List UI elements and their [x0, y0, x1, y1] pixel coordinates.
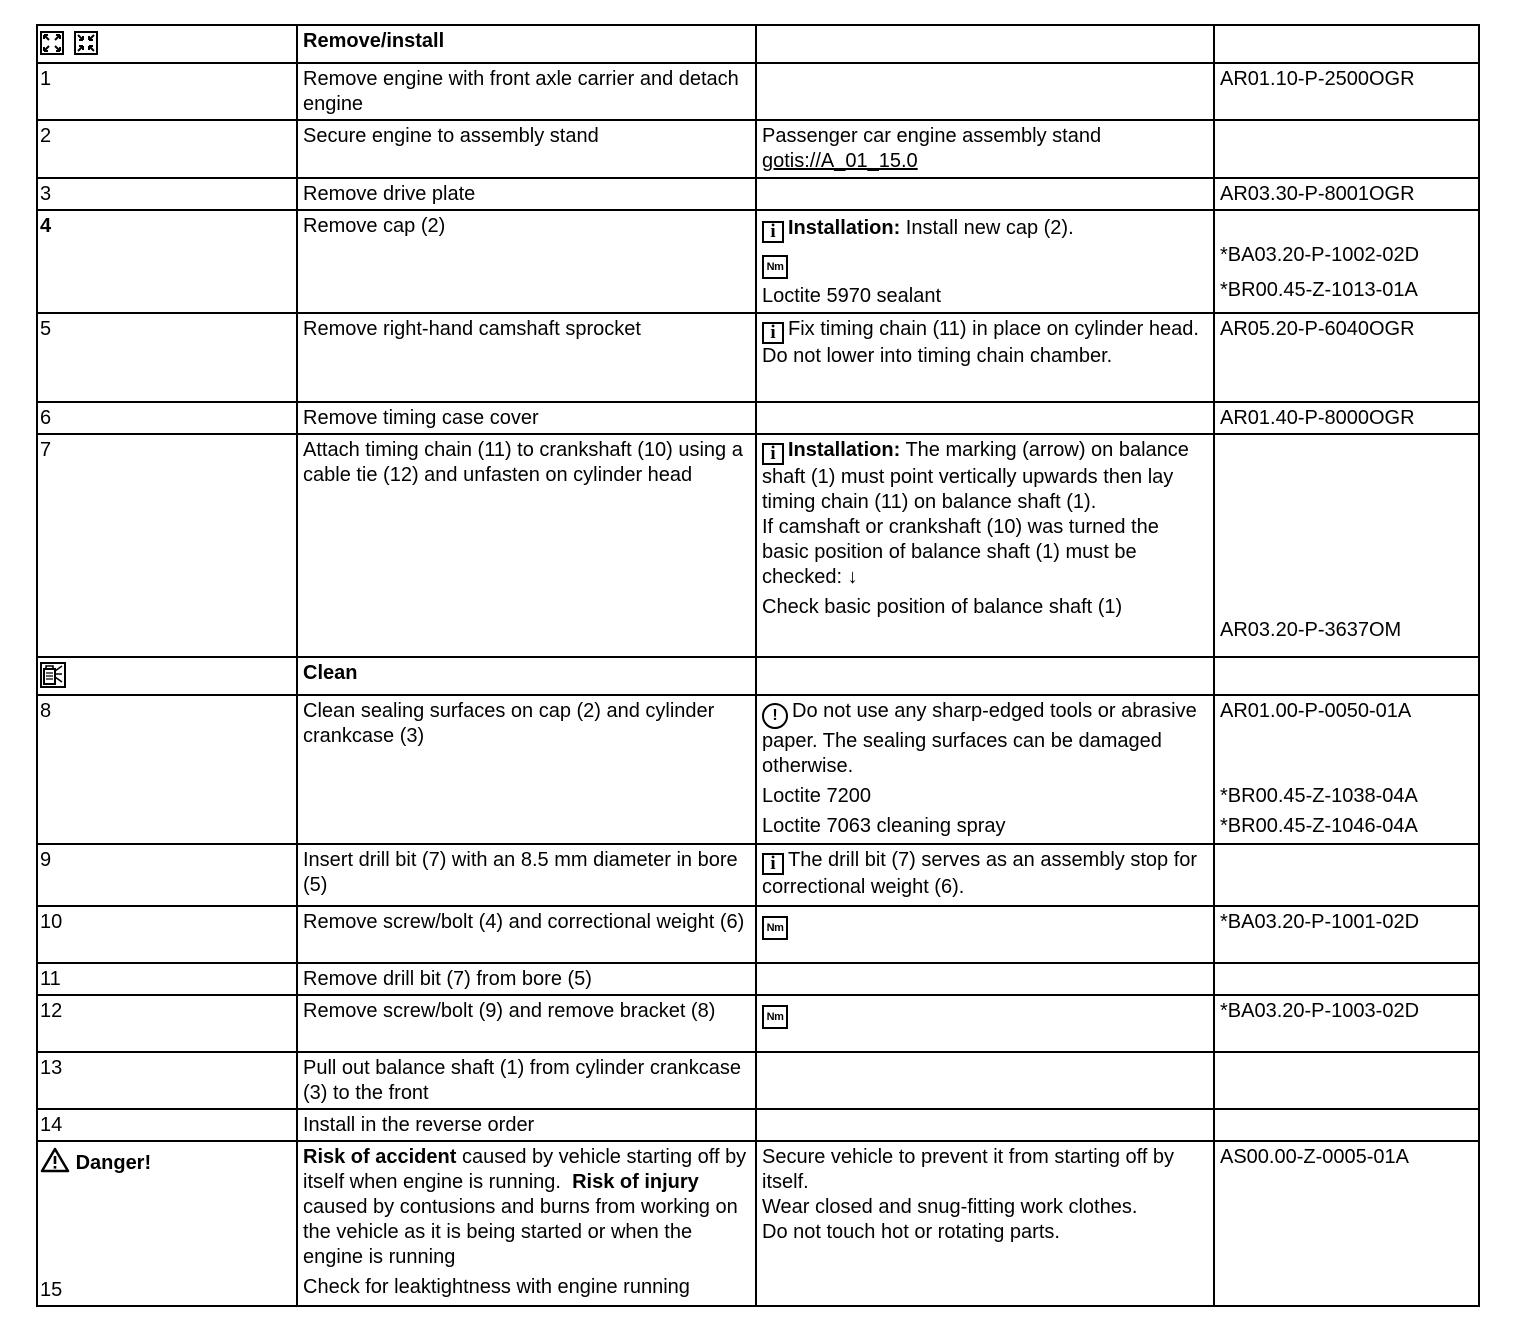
gotis-link[interactable]: gotis://A_01_15.0 [762, 150, 918, 172]
danger-label: Danger! [75, 1152, 152, 1174]
step-reference: AR01.10-P-2500OGR [1214, 63, 1479, 120]
material-reference: *BR00.45-Z-1038-04A [1220, 785, 1418, 807]
step-reference: AR05.20-P-6040OGR [1214, 313, 1479, 402]
step-action: Attach timing chain (11) to crankshaft (10) using a cable tie (12) and unfasten on cylinder head [297, 434, 756, 657]
table-row [37, 120, 1479, 178]
step-note [756, 120, 1214, 178]
table-row [37, 313, 1479, 402]
step-number: 15 [40, 1279, 63, 1301]
check-reference: AR03.20-P-3637OM [1220, 619, 1402, 641]
warning-triangle-icon [40, 1147, 70, 1173]
step-number: 9 [37, 844, 297, 906]
step-action: Check for leaktightness with engine running [303, 1276, 690, 1298]
remove-icon [40, 31, 64, 55]
table-row [37, 963, 1479, 995]
step-number: 6 [37, 402, 297, 434]
table-row [37, 210, 1479, 313]
step-action: Remove screw/bolt (4) and correctional weight (6) [297, 906, 756, 963]
step-action: Remove right-hand camshaft sprocket [297, 313, 756, 402]
step-action: Pull out balance shaft (1) from cylinder crankcase (3) to the front [297, 1052, 756, 1109]
installation-label: Installation: [788, 217, 901, 239]
info-icon: i [762, 221, 784, 243]
table-row [37, 695, 1479, 844]
step-reference: AR01.40-P-8000OGR [1214, 402, 1479, 434]
step-number: 11 [37, 963, 297, 995]
risk-title: Risk of accident [303, 1146, 457, 1168]
step-action: Secure engine to assembly stand [297, 120, 756, 178]
step-number: 8 [37, 695, 297, 844]
table-row [37, 1141, 1479, 1306]
note-text: Passenger car engine assembly stand [762, 125, 1102, 147]
risk-text: caused by vehicle starting off by itself when engine is running. [303, 1146, 747, 1193]
risk-title: Risk of injury [572, 1171, 699, 1193]
step-action: Clean sealing surfaces on cap (2) and cylinder crankcase (3) [297, 695, 756, 844]
measure-text: Wear closed and snug-fitting work clothes. [762, 1196, 1138, 1218]
step-reference: *BA03.20-P-1001-02D [1214, 906, 1479, 963]
step-action: Remove screw/bolt (9) and remove bracket (8) [297, 995, 756, 1052]
material-text: Loctite 7200 [762, 785, 871, 807]
note-text: Install new cap (2). [905, 217, 1074, 239]
step-reference [1214, 434, 1479, 657]
step-reference [1214, 695, 1479, 844]
risk-text: caused by contusions and burns from working on the vehicle as it is being started or when the engine is running [303, 1196, 738, 1268]
note-text: Fix timing chain (11) in place on cylinder head. Do not lower into timing chain chamber. [762, 318, 1199, 367]
step-number: 5 [37, 313, 297, 402]
table-row [37, 906, 1479, 963]
step-note [756, 434, 1214, 657]
installation-label: Installation: [788, 439, 901, 461]
step-action: Insert drill bit (7) with an 8.5 mm diameter in bore (5) [297, 844, 756, 906]
info-icon: i [762, 853, 784, 875]
step-action: Remove timing case cover [297, 402, 756, 434]
step-note [756, 313, 1214, 402]
step-note [756, 844, 1214, 906]
step-number: 13 [37, 1052, 297, 1109]
table-row [37, 844, 1479, 906]
sealant-text: Loctite 5970 sealant [762, 285, 942, 307]
note-text: If camshaft or crankshaft (10) was turned the basic position of balance shaft (1) must be checked: [762, 516, 1159, 588]
clean-icon [40, 662, 66, 688]
danger-text [297, 1141, 756, 1306]
header-icons-cell [37, 25, 297, 63]
table-row [37, 657, 1479, 695]
step-reference-main: AR01.00-P-0050-01A [1220, 700, 1412, 722]
procedure-table [36, 24, 1480, 1307]
step-action: Remove drive plate [297, 178, 756, 210]
step-number: 14 [37, 1109, 297, 1141]
check-text: Check basic position of balance shaft (1) [762, 596, 1123, 618]
note-text: The drill bit (7) serves as an assembly stop for correctional weight (6). [762, 849, 1198, 898]
step-action: Remove cap (2) [297, 210, 756, 313]
material-text: Loctite 7063 cleaning spray [762, 815, 1006, 837]
section-title: Clean [297, 657, 756, 695]
step-number: 4 [37, 210, 297, 313]
arrow-down-icon: ↓ [847, 566, 858, 588]
step-number: 10 [37, 906, 297, 963]
clean-icon-cell [37, 657, 297, 695]
table-row [37, 402, 1479, 434]
step-number: 2 [37, 120, 297, 178]
table-row [37, 995, 1479, 1052]
danger-cell [37, 1141, 297, 1306]
step-reference: AR03.30-P-8001OGR [1214, 178, 1479, 210]
table-row [37, 25, 1479, 63]
torque-icon: Nm [762, 1005, 788, 1029]
torque-icon: Nm [762, 255, 788, 279]
table-row [37, 1109, 1479, 1141]
step-action: Remove drill bit (7) from bore (5) [297, 963, 756, 995]
step-note [756, 210, 1214, 313]
step-number: 7 [37, 434, 297, 657]
install-icon [74, 31, 98, 55]
step-action: Install in the reverse order [297, 1109, 756, 1141]
measure-text: Secure vehicle to prevent it from starting off by itself. [762, 1146, 1175, 1193]
step-reference [1214, 210, 1479, 313]
sealant-reference: *BR00.45-Z-1013-01A [1220, 279, 1418, 301]
step-number: 3 [37, 178, 297, 210]
torque-reference: *BA03.20-P-1002-02D [1220, 244, 1420, 266]
torque-icon: Nm [762, 916, 788, 940]
table-row [37, 178, 1479, 210]
step-note [756, 695, 1214, 844]
danger-measures [756, 1141, 1214, 1306]
step-number: 12 [37, 995, 297, 1052]
table-row [37, 63, 1479, 120]
caution-icon: ! [762, 703, 788, 729]
info-icon: i [762, 322, 784, 344]
table-row [37, 1052, 1479, 1109]
step-note [756, 995, 1214, 1052]
material-reference: *BR00.45-Z-1046-04A [1220, 815, 1418, 837]
step-action: Remove engine with front axle carrier and detach engine [297, 63, 756, 120]
info-icon: i [762, 443, 784, 465]
table-row [37, 434, 1479, 657]
step-number: 1 [37, 63, 297, 120]
section-title: Remove/install [297, 25, 756, 63]
note-text: Do not use any sharp-edged tools or abrasive paper. The sealing surfaces can be damaged otherwise. [762, 700, 1197, 777]
note-text: The marking (arrow) on balance shaft (1) must point vertically upwards then lay timing chain (11) on balance shaft (1). [762, 439, 1189, 513]
step-note [756, 906, 1214, 963]
step-reference: AS00.00-Z-0005-01A [1214, 1141, 1479, 1306]
step-reference: *BA03.20-P-1003-02D [1214, 995, 1479, 1052]
measure-text: Do not touch hot or rotating parts. [762, 1221, 1060, 1243]
